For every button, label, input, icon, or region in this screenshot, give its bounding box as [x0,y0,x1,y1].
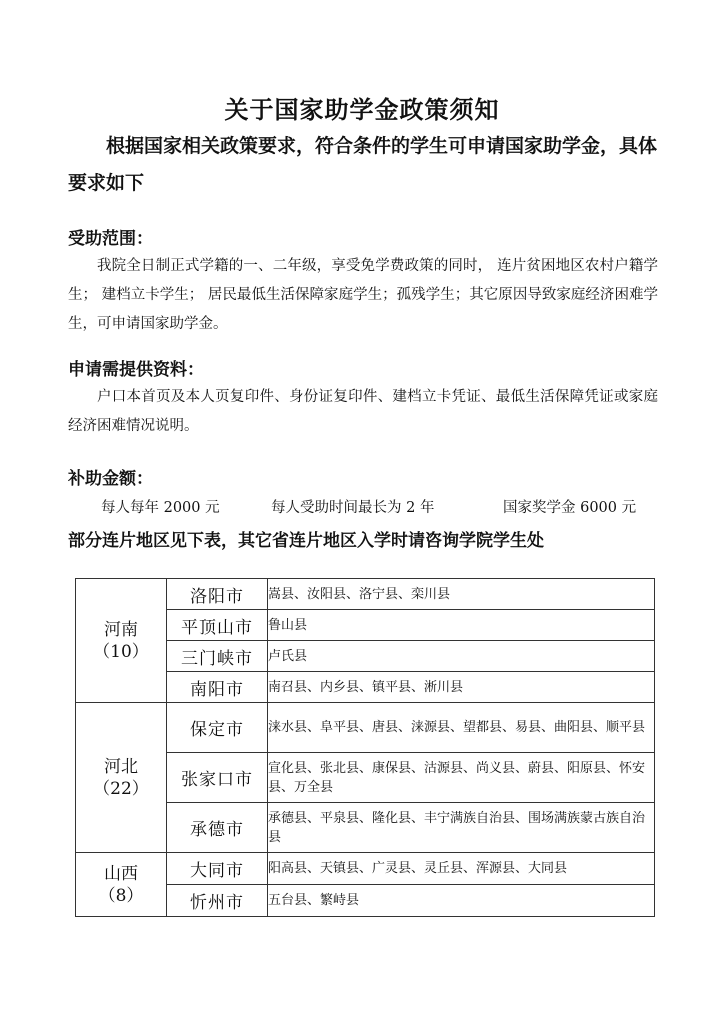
province-count: （10） [93,641,149,662]
province-cell [76,853,167,917]
city-cell: 保定市 [167,703,268,753]
city-cell: 平顶山市 [167,610,268,641]
amount-heading: 补助金额： [68,469,153,489]
city-cell: 南阳市 [167,672,268,703]
county-cell: 嵩县、汝阳县、洛宁县、栾川县 [268,579,655,610]
city-cell: 忻州市 [167,885,268,917]
county-cell: 宣化县、张北县、康保县、沽源县、尚义县、蔚县、阳原县、怀安县、万全县 [268,753,655,803]
county-cell: 南召县、内乡县、镇平县、淅川县 [268,672,655,703]
city-cell: 洛阳市 [167,579,268,610]
county-cell: 承德县、平泉县、隆化县、丰宁满族自治县、围场满族蒙古族自治县 [268,803,655,853]
province-count: （8） [98,885,144,906]
county-cell: 鲁山县 [268,610,655,641]
table-note: 部分连片地区见下表，其它省连片地区入学时请咨询学院学生处 [68,531,544,551]
region-table [75,578,655,917]
document-title: 关于国家助学金政策须知 [224,96,500,124]
intro-paragraph: 根据国家相关政策要求，符合条件的学生可申请国家助学金，具体要求如下 [68,135,658,194]
city-cell: 承德市 [167,803,268,853]
scope-paragraph: 我院全日制正式学籍的一、二年级，享受免学费政策的同时， 连片贫困地区农村户籍学生； 建档立卡学生； 居民最低生活保障家庭学生；孤残学生；其它原因导致家庭经济困难学生，可申请国家助学金。 [68,258,658,332]
scope-heading: 受助范围： [68,229,153,249]
materials-paragraph: 户口本首页及本人页复印件、身份证复印件、建档立卡凭证、最低生活保障凭证或家庭经济困难情况说明。 [68,389,658,434]
province-name: 山西 [104,863,138,884]
province-cell [76,579,167,703]
table-row [76,853,655,885]
amount-per-year: 每人每年 2000 元 [101,500,220,516]
county-cell: 阳高县、天镇县、广灵县、灵丘县、浑源县、大同县 [268,853,655,885]
table-row [76,579,655,610]
province-cell [76,703,167,853]
amount-duration: 每人受助时间最长为 2 年 [271,500,435,516]
city-cell: 大同市 [167,853,268,885]
county-cell: 涞水县、阜平县、唐县、涞源县、望都县、易县、曲阳县、顺平县 [268,703,655,753]
province-name: 河北 [104,756,138,777]
county-cell: 五台县、繁峙县 [268,885,655,917]
city-cell: 张家口市 [167,753,268,803]
province-count: （22） [93,778,149,799]
county-cell: 卢氏县 [268,641,655,672]
province-name: 河南 [104,619,138,640]
table-row [76,703,655,753]
city-cell: 三门峡市 [167,641,268,672]
materials-heading: 申请需提供资料： [68,360,204,380]
amount-scholarship: 国家奖学金 6000 元 [503,500,637,516]
amount-line [101,496,661,517]
